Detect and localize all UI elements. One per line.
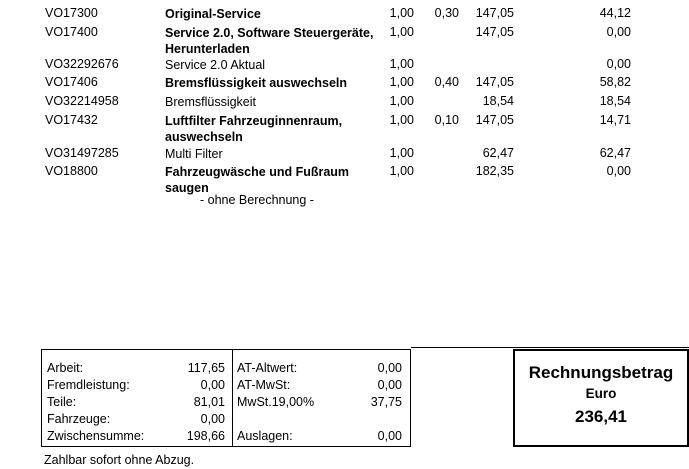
summary-value-fahrzeuge: 0,00 <box>200 412 225 426</box>
item-number: VO18800 <box>45 164 98 178</box>
item-unit-price: 147,05 <box>475 75 514 89</box>
payment-note: Zahlbar sofort ohne Abzug. <box>44 453 195 467</box>
summary-value-arbeit: 117,65 <box>187 361 225 375</box>
item-number: VO17432 <box>45 113 98 127</box>
item-quantity: 1,00 <box>389 113 414 127</box>
summary-value-zwischensumme: 198,66 <box>186 429 225 443</box>
item-description: Service 2.0 Aktual <box>165 58 266 72</box>
item-total: 62,47 <box>599 146 631 160</box>
item-description: Original-Service <box>165 7 261 21</box>
item-unit-price: 147,05 <box>475 113 514 127</box>
summary-label-mwst: MwSt.19,00% <box>237 395 315 409</box>
summary-label-fremdleistung: Fremdleistung: <box>47 378 130 392</box>
item-number: VO32292676 <box>45 57 119 71</box>
summary-value-at-mwst: 0,00 <box>377 378 402 392</box>
total-title: Rechnungsbetrag <box>528 363 674 382</box>
summary-label-at-altwert: AT-Altwert: <box>237 361 298 375</box>
item-total: 0,00 <box>606 57 631 71</box>
item-description: Bremsflüssigkeit <box>165 95 256 109</box>
item-number: VO31497285 <box>45 146 119 160</box>
item-unit-price: 18,54 <box>482 94 514 108</box>
item-description: Luftfilter Fahrzeuginnenraum, auswechseln <box>165 114 343 144</box>
item-time: 0,10 <box>434 113 459 127</box>
item-total: 14,71 <box>599 113 631 127</box>
summary-value-fremdleistung: 0,00 <box>200 378 225 392</box>
summary-label-auslagen: Auslagen: <box>237 429 293 443</box>
item-number: VO17400 <box>45 25 98 39</box>
item-time: 0,40 <box>434 75 459 89</box>
no-charge-note: - ohne Berechnung - <box>200 193 314 207</box>
item-unit-price: 147,05 <box>475 25 514 39</box>
item-quantity: 1,00 <box>389 25 414 39</box>
item-quantity: 1,00 <box>389 57 414 71</box>
summary-label-at-mwst: AT-MwSt: <box>237 378 291 392</box>
item-description: Service 2.0, Software Steuergeräte, Herunterladen <box>165 26 374 56</box>
item-quantity: 1,00 <box>389 6 414 20</box>
item-total: 44,12 <box>599 6 631 20</box>
summary-value-at-altwert: 0,00 <box>377 361 402 375</box>
item-unit-price: 62,47 <box>482 146 514 160</box>
item-total: 18,54 <box>599 94 631 108</box>
item-total: 58,82 <box>599 75 631 89</box>
item-description: Multi Filter <box>165 147 223 161</box>
summary-top-rule <box>411 347 689 348</box>
item-description: Fahrzeugwäsche und Fußraum saugen <box>165 165 350 195</box>
item-quantity: 1,00 <box>389 164 414 178</box>
item-description: Bremsflüssigkeit auswechseln <box>165 76 348 90</box>
item-quantity: 1,00 <box>389 94 414 108</box>
item-time: 0,30 <box>434 6 459 20</box>
item-unit-price: 182,35 <box>475 164 514 178</box>
item-unit-price: 147,05 <box>475 6 514 20</box>
summary-value-auslagen: 0,00 <box>377 429 402 443</box>
item-number: VO17300 <box>45 6 98 20</box>
item-total: 0,00 <box>606 164 631 178</box>
summary-table <box>41 349 411 447</box>
item-number: VO17406 <box>45 75 98 89</box>
item-quantity: 1,00 <box>389 146 414 160</box>
summary-label-teile: Teile: <box>47 395 77 409</box>
invoice-total-box <box>513 349 689 447</box>
summary-label-fahrzeuge: Fahrzeuge: <box>47 412 111 426</box>
summary-divider <box>232 350 233 446</box>
summary-label-zwischensumme: Zwischensumme: <box>47 429 145 443</box>
item-number: VO32214958 <box>45 94 119 108</box>
summary-value-mwst: 37,75 <box>370 395 402 409</box>
item-total: 0,00 <box>606 25 631 39</box>
item-quantity: 1,00 <box>389 75 414 89</box>
total-currency: Euro <box>585 386 617 401</box>
summary-value-teile: 81,01 <box>193 395 225 409</box>
total-amount: 236,41 <box>575 407 627 426</box>
summary-label-arbeit: Arbeit: <box>47 361 84 375</box>
